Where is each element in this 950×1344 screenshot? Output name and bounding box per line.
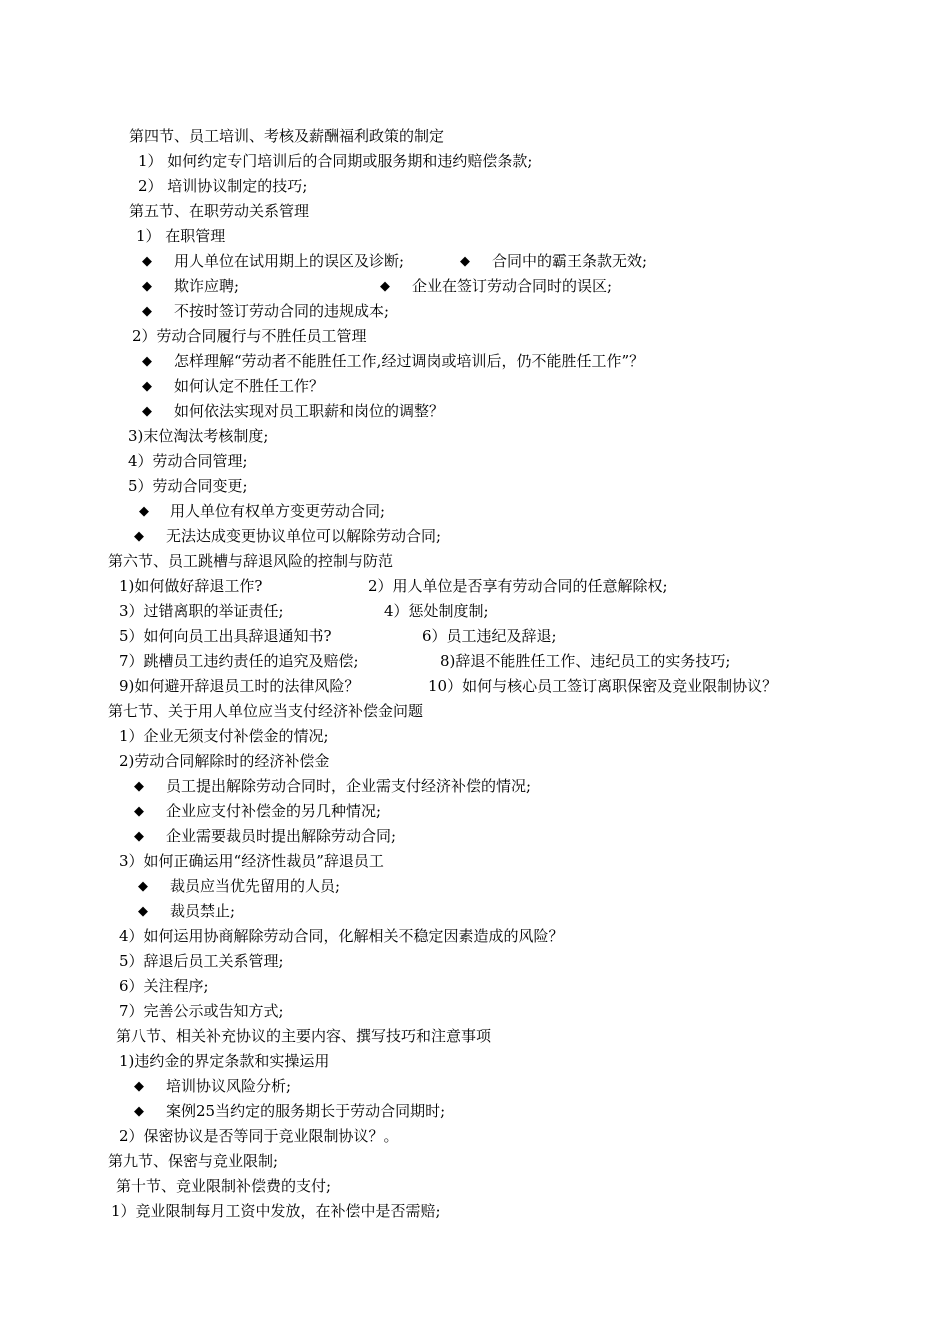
diamond-bullet-icon: ◆ [142, 354, 152, 369]
section-5-title: 第五节、在职劳动关系管理 [129, 202, 310, 220]
list-item: 5）如何向员工出具辞退通知书? 6）员工违纪及辞退; [119, 627, 557, 645]
bullet-item: ◆ 案例25当约定的服务期长于劳动合同期时; [0, 1099, 900, 1124]
section-8-title: 第八节、相关补充协议的主要内容、撰写技巧和注意事项 [116, 1027, 492, 1045]
diamond-bullet-icon: ◆ [142, 404, 152, 419]
section-heading [0, 1024, 900, 1049]
list-item: 2)劳动合同解除时的经济补偿金 [119, 752, 330, 770]
list-item: 1） 在职管理 [136, 227, 226, 245]
section-4-title: 第四节、员工培训、考核及薪酬福利政策的制定 [129, 127, 445, 145]
list-item: 2） 培训协议制定的技巧; [138, 177, 308, 195]
diamond-bullet-icon: ◆ [138, 904, 148, 919]
bullet-item: ◆ 怎样理解“劳动者不能胜任工作,经过调岗或培训后，仍不能胜任工作”？ [0, 349, 900, 374]
list-item: 7）跳槽员工违约责任的追究及赔偿; 8)辞退不能胜任工作、违纪员工的实务技巧; [119, 652, 731, 670]
section-heading [0, 1149, 900, 1174]
list-item: 7）完善公示或告知方式; [119, 1002, 284, 1020]
diamond-bullet-icon: ◆ [460, 254, 470, 269]
section-6-title: 第六节、员工跳槽与辞退风险的控制与防范 [108, 552, 394, 570]
list-item: 3）如何正确运用“经济性裁员”辞退员工 [119, 852, 384, 870]
section-9-title: 第九节、保密与竞业限制; [108, 1152, 279, 1170]
diamond-bullet-icon: ◆ [380, 279, 390, 294]
bullet-item: ◆ 用人单位有权单方变更劳动合同; [0, 499, 900, 524]
section-heading [0, 1174, 900, 1199]
list-item: 9)如何避开辞退员工时的法律风险？ 10）如何与核心员工签订离职保密及竞业限制协议？ [119, 677, 778, 695]
list-item: 1） 如何约定专门培训后的合同期或服务期和违约赔偿条款; [138, 152, 533, 170]
section-heading [0, 549, 900, 574]
bullet-item: ◆ 裁员禁止; [0, 899, 900, 924]
list-item: 2）劳动合同履行与不胜任员工管理 [132, 327, 367, 345]
section-heading [0, 124, 900, 149]
bullet-item: ◆ 企业需要裁员时提出解除劳动合同; [0, 824, 900, 849]
list-item: 5）劳动合同变更; [128, 477, 248, 495]
bullet-item: ◆ 如何认定不胜任工作？ [0, 374, 900, 399]
diamond-bullet-icon: ◆ [134, 779, 144, 794]
section-10-title: 第十节、竞业限制补偿费的支付; [116, 1177, 332, 1195]
bullet-item: ◆ 企业应支付补偿金的另几种情况; [0, 799, 900, 824]
diamond-bullet-icon: ◆ [142, 379, 152, 394]
diamond-bullet-icon: ◆ [142, 279, 152, 294]
bullet-item: ◆ 不按时签订劳动合同的违规成本; [0, 299, 900, 324]
diamond-bullet-icon: ◆ [134, 829, 144, 844]
list-item: 1）竞业限制每月工资中发放，在补偿中是否需赔; [111, 1202, 441, 1220]
bullet-item: ◆ 无法达成变更协议单位可以解除劳动合同; [0, 524, 900, 549]
list-item: 3）过错离职的举证责任; 4）惩处制度制; [119, 602, 489, 620]
diamond-bullet-icon: ◆ [134, 1104, 144, 1119]
bullet-item: ◆ 用人单位在试用期上的误区及诊断; ◆ 合同中的霸王条款无效; [0, 249, 900, 274]
list-item: 4）劳动合同管理; [128, 452, 248, 470]
bullet-item: ◆ 欺诈应聘; ◆ 企业在签订劳动合同时的误区; [0, 274, 900, 299]
bullet-item: ◆ 如何依法实现对员工职薪和岗位的调整？ [0, 399, 900, 424]
list-item: 6）关注程序; [119, 977, 209, 995]
list-item: 1）企业无须支付补偿金的情况; [119, 727, 329, 745]
list-item: 4）如何运用协商解除劳动合同，化解相关不稳定因素造成的风险？ [119, 927, 564, 945]
diamond-bullet-icon: ◆ [134, 1079, 144, 1094]
list-item: 1)如何做好辞退工作? 2）用人单位是否享有劳动合同的任意解除权; [119, 577, 668, 595]
list-item: 1)违约金的界定条款和实操运用 [119, 1052, 330, 1070]
section-heading [0, 699, 900, 724]
diamond-bullet-icon: ◆ [138, 879, 148, 894]
diamond-bullet-icon: ◆ [139, 504, 149, 519]
diamond-bullet-icon: ◆ [142, 304, 152, 319]
bullet-item: ◆ 员工提出解除劳动合同时，企业需支付经济补偿的情况; [0, 774, 900, 799]
diamond-bullet-icon: ◆ [134, 529, 144, 544]
section-heading [0, 199, 900, 224]
section-7-title: 第七节、关于用人单位应当支付经济补偿金问题 [108, 702, 424, 720]
diamond-bullet-icon: ◆ [142, 254, 152, 269]
bullet-item: ◆ 裁员应当优先留用的人员; [0, 874, 900, 899]
diamond-bullet-icon: ◆ [134, 804, 144, 819]
list-item: 2）保密协议是否等同于竞业限制协议？。 [119, 1127, 399, 1145]
bullet-item: ◆ 培训协议风险分析; [0, 1074, 900, 1099]
list-item: 3)末位淘汰考核制度; [128, 427, 269, 445]
list-item: 5）辞退后员工关系管理; [119, 952, 284, 970]
